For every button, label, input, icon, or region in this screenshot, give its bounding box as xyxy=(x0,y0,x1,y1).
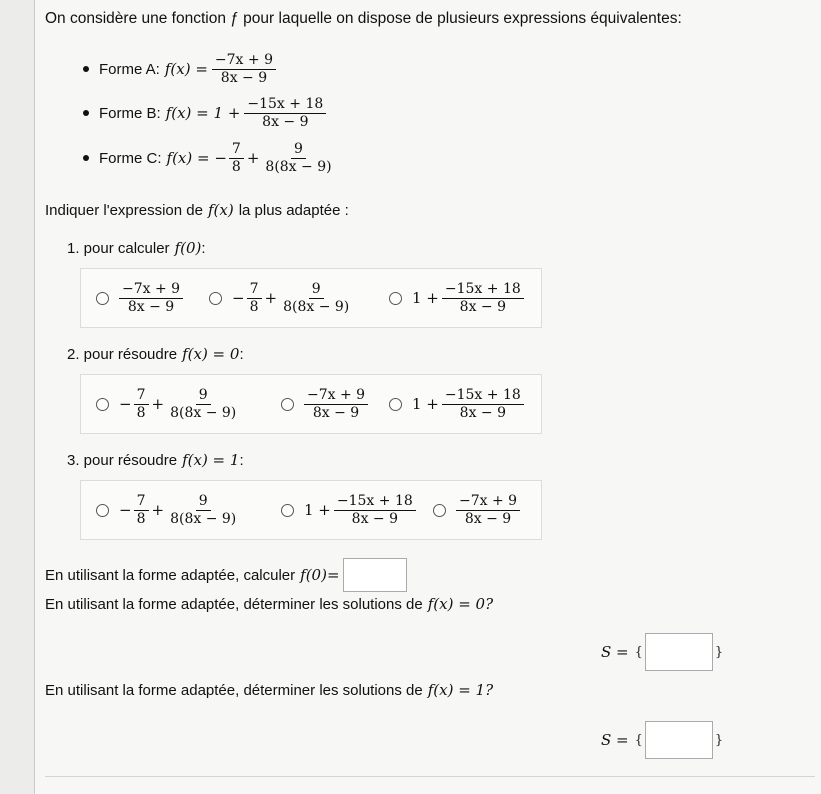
question-1: 1. pour calculer f(0) : xyxy=(67,239,206,257)
solution-set-zero: S = { } xyxy=(601,632,723,672)
question-2-choices xyxy=(80,374,542,434)
q2-option-a[interactable]: $\frac{-7x + 9}{8x - 9}$ xyxy=(281,375,368,433)
q3-option-c[interactable]: − $\frac{7}{8}$ + $\frac{9}{8(8x - 9)}$ xyxy=(96,481,239,539)
form-b-label: Forme B: xyxy=(99,104,161,122)
q2-option-c[interactable]: − $\frac{7}{8}$ + $\frac{9}{8(8x - 9)}$ xyxy=(96,375,239,433)
question-2: 2. pour résoudre f(x) = 0 : xyxy=(67,345,244,363)
solve-f-one: En utilisant la forme adaptée, déterminer les solutions de f(x) = 1? xyxy=(45,681,494,699)
intro-text: On considère une fonction ƒ pour laquelle on dispose de plusieurs expressions équivalentes: xyxy=(45,10,682,27)
radio-button[interactable] xyxy=(281,398,294,411)
radio-button[interactable] xyxy=(96,504,109,517)
q3-option-b[interactable]: 1 + $\frac{-15x + 18}{8x - 9}$ xyxy=(281,481,416,539)
exercise-page xyxy=(34,0,821,794)
plus-sign: + xyxy=(246,149,260,167)
bullet xyxy=(83,155,89,161)
form-a-label: Forme A: xyxy=(99,60,160,78)
radio-button[interactable] xyxy=(96,292,109,305)
solutions-one-input[interactable] xyxy=(645,721,713,759)
form-a xyxy=(83,48,276,90)
solve-f-zero: En utilisant la forme adaptée, déterminer les solutions de f(x) = 0? xyxy=(45,595,494,613)
q2-option-b[interactable]: 1 + $\frac{-15x + 18}{8x - 9}$ xyxy=(389,375,524,433)
form-c-lhs: f(x) = − xyxy=(166,149,227,167)
calc-f0: En utilisant la forme adaptée, calculer f(0)= xyxy=(45,558,407,592)
form-a-lhs: f(x) = xyxy=(164,60,208,78)
form-c xyxy=(83,136,335,180)
f0-answer-input[interactable] xyxy=(343,558,407,592)
divider xyxy=(45,776,815,777)
form-b-fraction: $\frac{-15x + 18}{8x - 9}$ xyxy=(244,96,326,131)
radio-button[interactable] xyxy=(433,504,446,517)
form-c-fraction-a: $\frac{7}{8}$ xyxy=(229,141,244,176)
solutions-zero-input[interactable] xyxy=(645,633,713,671)
solution-set-one: S = { } xyxy=(601,720,723,760)
radio-button[interactable] xyxy=(389,292,402,305)
form-c-label: Forme C: xyxy=(99,149,162,167)
q1-option-a[interactable]: $\frac{-7x + 9}{8x - 9}$ xyxy=(96,269,183,327)
form-a-fraction: $\frac{-7x + 9}{8x - 9}$ xyxy=(212,52,276,87)
q3-option-a[interactable]: $\frac{-7x + 9}{8x - 9}$ xyxy=(433,481,520,539)
q1-option-b[interactable]: 1 + $\frac{-15x + 18}{8x - 9}$ xyxy=(389,269,524,327)
bullet xyxy=(83,66,89,72)
q1-option-c[interactable]: − $\frac{7}{8}$ + $\frac{9}{8(8x - 9)}$ xyxy=(209,269,352,327)
question-3-choices xyxy=(80,480,542,540)
bullet xyxy=(83,110,89,116)
radio-button[interactable] xyxy=(209,292,222,305)
radio-button[interactable] xyxy=(96,398,109,411)
form-b-lhs: f(x) = 1 + xyxy=(165,104,241,122)
radio-button[interactable] xyxy=(389,398,402,411)
radio-button[interactable] xyxy=(281,504,294,517)
question-1-choices xyxy=(80,268,542,328)
form-b xyxy=(83,92,326,134)
form-c-fraction-b: $\frac{9}{8(8x - 9)}$ xyxy=(265,140,332,175)
instruction: Indiquer l'expression de f(x) la plus adaptée : xyxy=(45,201,349,219)
question-3: 3. pour résoudre f(x) = 1 : xyxy=(67,451,244,469)
